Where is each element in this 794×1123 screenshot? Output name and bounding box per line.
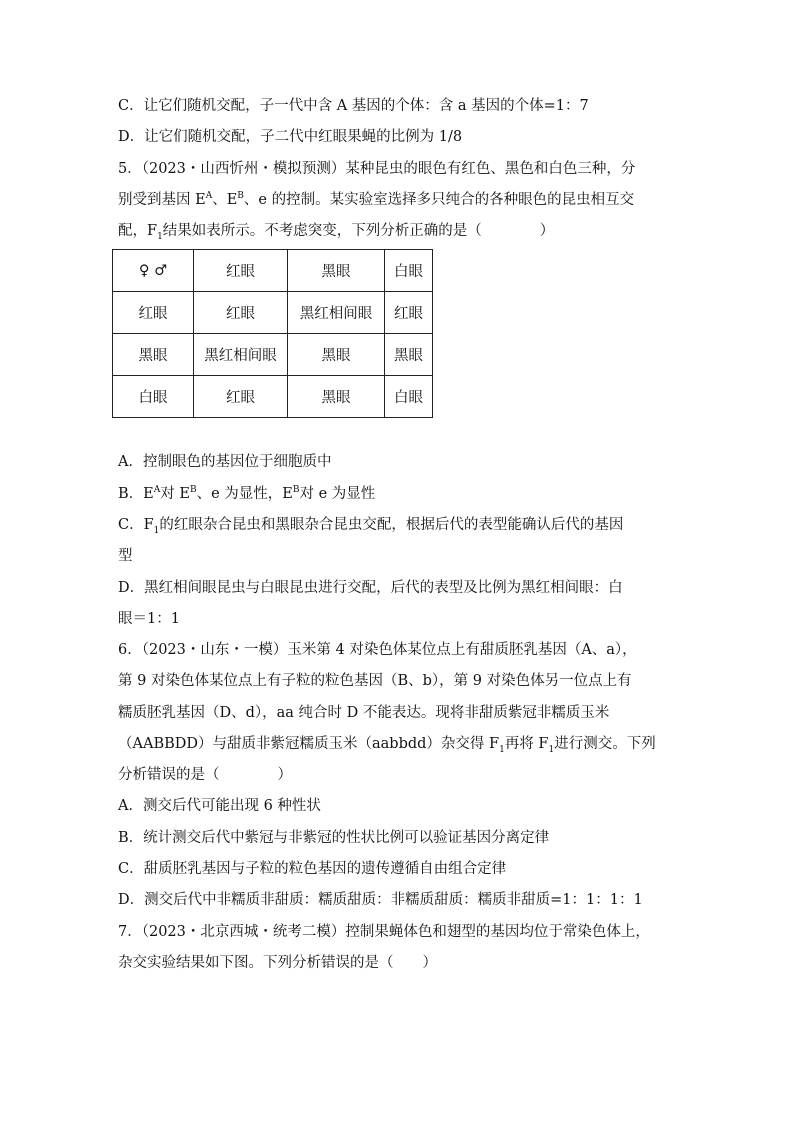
q6-option-b: B．统计测交后代中紫冠与非紫冠的性状比例可以验证基因分离定律: [118, 830, 550, 846]
table-cell: 红眼: [194, 376, 288, 418]
q5-stem-line-1: 5．（2023・山西忻州・模拟预测）某种昆虫的眼色有红色、黑色和白色三种，分: [118, 161, 636, 177]
table-header-row: [113, 250, 433, 292]
table-cell: 黑红相间眼: [194, 334, 288, 376]
q6-option-d: D．测交后代中非糯质非甜质：糯质甜质：非糯质甜质：糯质非甜质=1：1：1：1: [118, 892, 643, 908]
q7-stem-line-1: 7．（2023・北京西城・统考二模）控制果蝇体色和翅型的基因均位于常染色体上，: [118, 924, 650, 940]
table-cell: 黑眼: [385, 334, 433, 376]
q4-option-d: D．让它们随机交配，子二代中红眼果蝇的比例为 1/8: [118, 129, 463, 145]
q6-stem-line-5: 分析错误的是（ ）: [118, 767, 292, 783]
q4-option-c: C．让它们随机交配，子一代中含 A 基因的个体：含 a 基因的个体=1：7: [118, 98, 589, 114]
q5-option-d-line-2: 眼＝1：1: [118, 611, 180, 627]
q7-stem-line-2: 杂交实验结果如下图。下列分析错误的是（ ）: [118, 955, 437, 971]
q6-stem-line-4: （AABBDD）与甜质非紫冠糯质玉米（aabbdd）杂交得 $F_1$再将 $F_1$进行测交。下列: [118, 736, 656, 755]
cross-result-table: [112, 249, 433, 418]
table-row: [113, 376, 433, 418]
q6-option-a: A．测交后代可能出现 6 种性状: [118, 798, 321, 814]
q5-stem-line-3: 配，$F_1$结果如表所示。不考虑突变，下列分析正确的是（ ）: [118, 223, 555, 242]
table-cell: 黑红相间眼: [288, 292, 385, 334]
table-header-cell: 红眼: [194, 250, 288, 292]
q6-stem-line-3: 糯质胚乳基因（D、d），aa 纯合时 D 不能表达。现将非甜质紫冠非糯质玉米: [118, 705, 610, 721]
q5-option-a: A．控制眼色的基因位于细胞质中: [118, 454, 332, 470]
table-header-cell: 黑眼: [288, 250, 385, 292]
q5-option-d-line-1: D．黑红相间眼昆虫与白眼昆虫进行交配，后代的表型及比例为黑红相间眼：白: [118, 580, 623, 596]
table-cell: 白眼: [385, 376, 433, 418]
q6-stem-line-1: 6．（2023・山东・一模）玉米第 4 对染色体某位点上有甜质胚乳基因（A、a），: [118, 642, 637, 658]
table-cell: 黑眼: [288, 334, 385, 376]
q5-option-c-line-1: C．$F_1$的红眼杂合昆虫和黑眼杂合昆虫交配，根据后代的表型能确认后代的基因: [118, 517, 624, 536]
table-row-header: 红眼: [113, 292, 194, 334]
table-cell: 红眼: [385, 292, 433, 334]
table-row-header: 黑眼: [113, 334, 194, 376]
table-row: [113, 334, 433, 376]
table-cell: 黑眼: [288, 376, 385, 418]
table-row-header: 白眼: [113, 376, 194, 418]
q6-option-c: C．甜质胚乳基因与子粒的粒色基因的遗传遵循自由组合定律: [118, 861, 507, 877]
q5-option-c-line-2: 型: [118, 548, 133, 564]
table-corner-cell: ♀ ♂: [113, 250, 194, 292]
q5-option-b: B．$E^A$对 $E^B$、e 为显性，$E^B$对 e 为显性: [118, 485, 376, 502]
table-cell: 红眼: [194, 292, 288, 334]
q5-stem-line-2: 别受到基因 $E^A$、$E^B$、e 的控制。某实验室选择多只纯合的各种眼色的昆虫相互交: [118, 191, 635, 208]
table-row: [113, 292, 433, 334]
q6-stem-line-2: 第 9 对染色体某位点上有子粒的粒色基因（B、b），第 9 对染色体另一位点上有: [118, 673, 632, 689]
table-header-cell: 白眼: [385, 250, 433, 292]
